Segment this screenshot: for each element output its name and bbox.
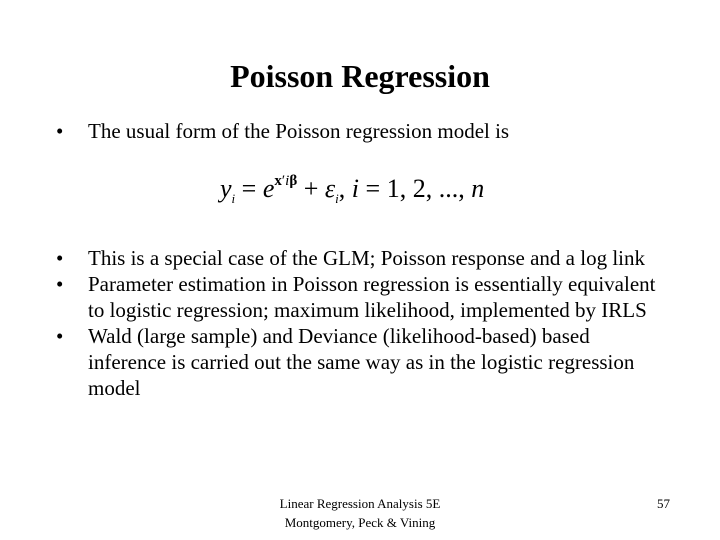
bullet-icon: •: [56, 119, 64, 143]
exponent-prime: ′: [281, 173, 286, 189]
bullet-item: [56, 245, 666, 271]
bullet-item: [56, 323, 666, 401]
intro-bullet-list: [56, 118, 666, 144]
equation-y: y: [220, 174, 232, 203]
bullet-text: The usual form of the Poisson regression model is: [88, 119, 510, 143]
equation-comma: ,: [338, 174, 352, 203]
equation-plus: +: [297, 174, 325, 203]
equation-range: = 1, 2, ...,: [359, 174, 472, 203]
equation-i: i: [351, 174, 360, 203]
equation-epsilon: ε: [324, 174, 336, 203]
bullet-text: Wald (large sample) and Deviance (likelihood-based) based inference is carried out the same way as in the logistic regression model: [88, 324, 635, 400]
footer-authors: Montgomery, Peck & Vining: [284, 515, 436, 530]
slide-title: Poisson Regression: [230, 58, 490, 94]
bullet-icon: •: [56, 272, 64, 296]
exponent-x: x: [274, 173, 282, 189]
footer-book-title: Linear Regression Analysis 5E: [279, 496, 441, 511]
page-number: 57: [657, 496, 670, 511]
bullet-item: [56, 271, 666, 323]
exponent-beta: β: [289, 173, 298, 189]
equation-y-subscript: i: [231, 191, 236, 206]
bullet-text: This is a special case of the GLM; Poisson response and a log link: [88, 246, 645, 270]
bullet-icon: •: [56, 324, 64, 348]
equation-exponent: [274, 173, 297, 189]
footer-citation: [240, 494, 480, 532]
main-bullet-list: [56, 245, 666, 401]
bullet-item: [56, 118, 666, 144]
equation-equals: =: [235, 174, 263, 203]
bullet-icon: •: [56, 246, 64, 270]
equation-e: e: [262, 174, 275, 203]
equation-epsilon-subscript: i: [335, 191, 339, 206]
equation-n: n: [471, 174, 485, 203]
exponent-subscript: i: [285, 173, 290, 189]
poisson-model-equation: [220, 172, 484, 206]
bullet-text: Parameter estimation in Poisson regression is essentially equivalent to logistic regression; maximum likelihood, implemented by IRLS: [88, 272, 656, 322]
